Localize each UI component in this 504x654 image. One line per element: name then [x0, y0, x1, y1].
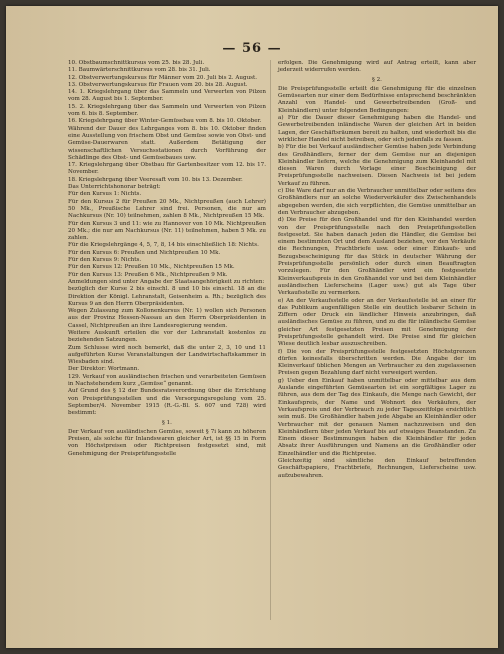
paragraph: 15. 2. Kriegslehrgang über das Sammeln und Verwerten von Pilzen vom 6. bis 8. September. [68, 103, 266, 118]
paragraph: Für den Kursus 12: Preußen 10 Mk., Nichtpreußen 15 Mk. [68, 264, 235, 271]
paragraph: Die Preisprüfungsstelle erteilt die Genehmigung für die einzelnen Gemüsearten nur einer dem Bedürfnisse entsprechend beschränkten Anzahl von Handel- und Gewerbetreibenden (Groß- und Kleinhändlern) unter folgenden Bedingungen: [278, 85, 476, 114]
paragraph: 129. Verkauf von ausländischen frischen und verarbeiteten Gemüsen in Nachstehendem kurz „Gemüse“ genannt. [68, 373, 266, 388]
paragraph: 11. Baumwärterschnittkursus vom 28. bis 31. Juli. [68, 67, 211, 74]
document-page [6, 6, 498, 648]
paragraph: a) Für die Dauer dieser Genehmigung haben die Handel- und Gewerbetreibenden inländische Waren der gleichen Art in beiden Lagen, der Geschäftsräumen bereit zu halten, und wiederholt bis die wirklicher Handel nicht betreiben, oder sich jedenfalls zu fassen. [278, 115, 476, 143]
paragraph: Für die Kriegslehrgänge 4, 5, 7, 8, 14 bis einschließlich 18: Nichts. [68, 242, 259, 249]
paragraph: Für den Kursus 9: Nichts. [68, 257, 142, 264]
paragraph: f) Die von der Preisprüfungsstelle festgesetzten Höchstgrenzen dürfen keinesfalls überschritten werden. Die Angabe der im Kleinverkauf üblichen Mengen an Verbraucher zu den zugelassenen Preisen gegen Bezahlung darf nicht verweigert werden. [278, 348, 476, 377]
paragraph: 12. Obstverwertungskursus für Männer vom 20. Juli bis 2. August. [68, 74, 258, 81]
paragraph: Gleichzeitig sind sämtliche den Einkauf betreffenden Geschäftspapiere, Frachtbriefe, Rechnungen, Lieferscheine usw. aufzubewahren. [278, 458, 476, 479]
page-number: — 56 — [222, 41, 282, 56]
paragraph: Für den Kursus 6: Preußen und Nichtpreußen 10 Mk. [68, 249, 221, 256]
paragraph: Für den Kursus 3 und 11: wie zu Hannover von 10 Mk. Nichtpreußen 20 Mk.; die nur am Nachkursus (Nr. 11) teilnehmen, haben 5 Mk. zu zahlen. [68, 220, 266, 242]
paragraph: 18. Kriegslehrgang über Veeresaft vom 10. bis 13. Dezember. [68, 176, 243, 183]
paragraph: Weitere Auskunft erteilen die vor der Lehranstalt kostenlos zu beziehenden Satzungen. [68, 329, 266, 344]
paragraph: e) An der Verkaufsstelle oder an der Verkaufsstelle ist an einer für das Publikum augenfälligen Stelle ein deutlich lesbarer Schein in Ziffern oder Druck ein ländlicher Hinweis anzubringen, daß ausländisches Gemüse zu führen, und zu die für inländische Gemüse gleicher Art festgesetzten Preisen mit Genehmigung der Preisprüfungsstelle gehandelt wird. Die Preise sind für gleichen Wiese deutlich lesbar auszuschreiben. [278, 297, 476, 348]
paragraph: 17. Kriegslehrgang über Obstbau für Gartenbesitzer vom 12. bis 17. November. [68, 162, 266, 176]
paragraph: b) Für die bei Verkauf ausländischer Gemüse haben jede Verbindung des Großhändlers, ferner der dem Gemüse nur an diejenigen Kleinhändler liefern, welche die Genehmigung zum Kleinhandel mit diesen Waren durch Vorlage einer Bescheinigung der Preisprüfungsstelle nachweisen. Diesen Nachweis ist bei jedem Verkauf zu führen. [278, 144, 476, 187]
paragraph: d) Die Preise für den Großhandel und für den Kleinhandel werden von der Preisprüfungsstelle nach den Preisprüfungsstellen festgesetzt. Sie haben danach jeden die Händler, die Gemüse bei einem bestimmten Ort und dem Ausland beziehen, vor den Verkäufe die Rechnungen, Frachtbriefe usw. oder einer Einkaufs- und Bezugsbescheinigung für das Stück in deutscher Währung der Preisprüfungsstelle persönlich oder durch einen Beauftragten vorzulegen. Für den Großhändler wird ein festgesetzte Kleinverkaufspreis in den Großhandel vor und bei dem Kleinhändler ausländischen Lieferscheins (Lager usw.) gut als Tage über Verkaufsstelle zu vermerken. [278, 217, 476, 297]
paragraph: c) Die Ware darf nur an die Verbraucher unmittelbar oder seitens des Großhändlers nur an solche Wiederverkäufer des Zwischenhandels abgegeben werden, die sich verpflichten, die Gemüse unmittelbar an den Verbraucher abzugeben. [278, 188, 476, 216]
right-column [278, 60, 476, 480]
paragraph: Das Unterrichtshonorar beträgt: [68, 184, 161, 191]
paragraph: Für den Kursus 2 für Preußen 20 Mk., Nichtpreußen (auch Lehrer) 50 Mk., Preußische Lehrer sind frei. Personen, die nur am Nachkursus (Nr. 10) teilnehmen, zahlen 8 Mk., Nichtpreußen 15 Mk. [68, 198, 266, 220]
paragraph: Der Verkauf von ausländischen Gemüse, soweit § 7i kann zu höheren Preisen, als solche für Inlandswaren gleicher Art, ist §§ 15 in Form von Höchstpreisen oder Richtpreisen festgesetzt sind, mit Genehmigung der Preisprüfungsstelle [68, 428, 266, 457]
paragraph: g) Ueber den Einkauf haben unmittelbar oder mittelbar aus dem Auslande eingeführten Gemüsearten ist ein sorgfältiges Lager zu führen, aus dem der Tag des Einkaufs, die Menge nach Gewicht, der Einkaufspreis, der Name und Wohnort des Verkäufers, der Verkaufspreis und der Verbrauch zu jeder Tageszeitfolge ersichtlich sein muß. Die Großhändler haben jede Abgabe an Kleinhändler oder Verbraucher mit der genauen Namen nachzuweisen und den Kleinhändlern über jeden Verkauf bis auf etwaiges Beanstanden. Zu Einem dieser Bestimmungen haben die Kleinhändler für jeden Absatz ihrer Ausführungen und Namens an die Großhändler oder Einzelhändler und die Richtpreise. [278, 377, 476, 457]
paragraph: Wegen Zulassung zum Kollonenkursus (Nr. 1) wollen sich Personen aus der Provinz Hessen-Nassau an den Herrn Oberpräsidenten in Cassel, Nichtpreußen an ihre Landesregierung wenden. [68, 308, 266, 329]
paragraph: 10. Obstbaumschnittkursus vom 25. bis 28. Juli. [68, 60, 205, 66]
paragraph: bezüglich der Kurse 2 bis einschl. 8 und 10 bis einschl. 18 an die Direktion der Königl. Lehranstalt, Geisenheim a. Rh.; bezüglich des Kursus 9 an den Herrn Oberpräsidenten. [68, 286, 266, 307]
paragraph: Für den Kursus 1: Nichts. [68, 191, 142, 198]
column-divider [270, 60, 271, 620]
paragraph: § 1. [162, 419, 172, 426]
paragraph: Während der Dauer des Lehrganges vom 8. bis 10. Oktober finden eine Ausstellung von frischem Obst und Gemüse sowie von Obst- und Gemüse-Dauerwaren statt. Außerdem Betätigung der wissenschaftlichen Versuchsstationen durch Vorführung der Schädlinge des Obst- und Gemüsebaues usw. [68, 125, 266, 161]
paragraph: 16. Kriegslehrgang über Winter-Gemüsebau vom 8. bis 10. Oktober. [68, 118, 262, 125]
paragraph: 13. Obstverwertungskursus für Frauen vom 20. bis 28. August. [68, 81, 248, 88]
left-column [68, 60, 266, 458]
paragraph: Zum Schlusse wird noch bemerkt, daß die unter 2, 3, 10 und 11 aufgeführten Kurse Veranstaltungen der Landwirtschaftskammer in Wiesbaden sind. [68, 344, 266, 366]
paragraph: Für den Kursus 13: Preußen 6 Mk., Nichtpreußen 9 Mk. [68, 271, 228, 278]
paragraph: Der Direktor: Wortmann. [68, 366, 140, 373]
paragraph: 14. 1. Kriegslehrgang über das Sammeln und Verwerten von Pilzen vom 28. August bis 1. September. [68, 89, 266, 103]
paragraph: Anmeldungen sind unter Angabe der Staatsangehörigkeit zu richten: [68, 278, 265, 285]
paragraph: erfolgen. Die Genehmigung wird auf Antrag erteilt, kann aber jederzeit widerrufen werden. [278, 60, 476, 74]
paragraph: § 2. [372, 76, 382, 83]
paragraph: Auf Grund des § 12 der Bundesratsverordnung über die Errichtung von Preisprüfungsstellen und die Versorgungsregelung vom 25. September/4. November 1915 (R.-G.-Bl. S. 607 und 728) wird bestimmt: [68, 388, 266, 417]
